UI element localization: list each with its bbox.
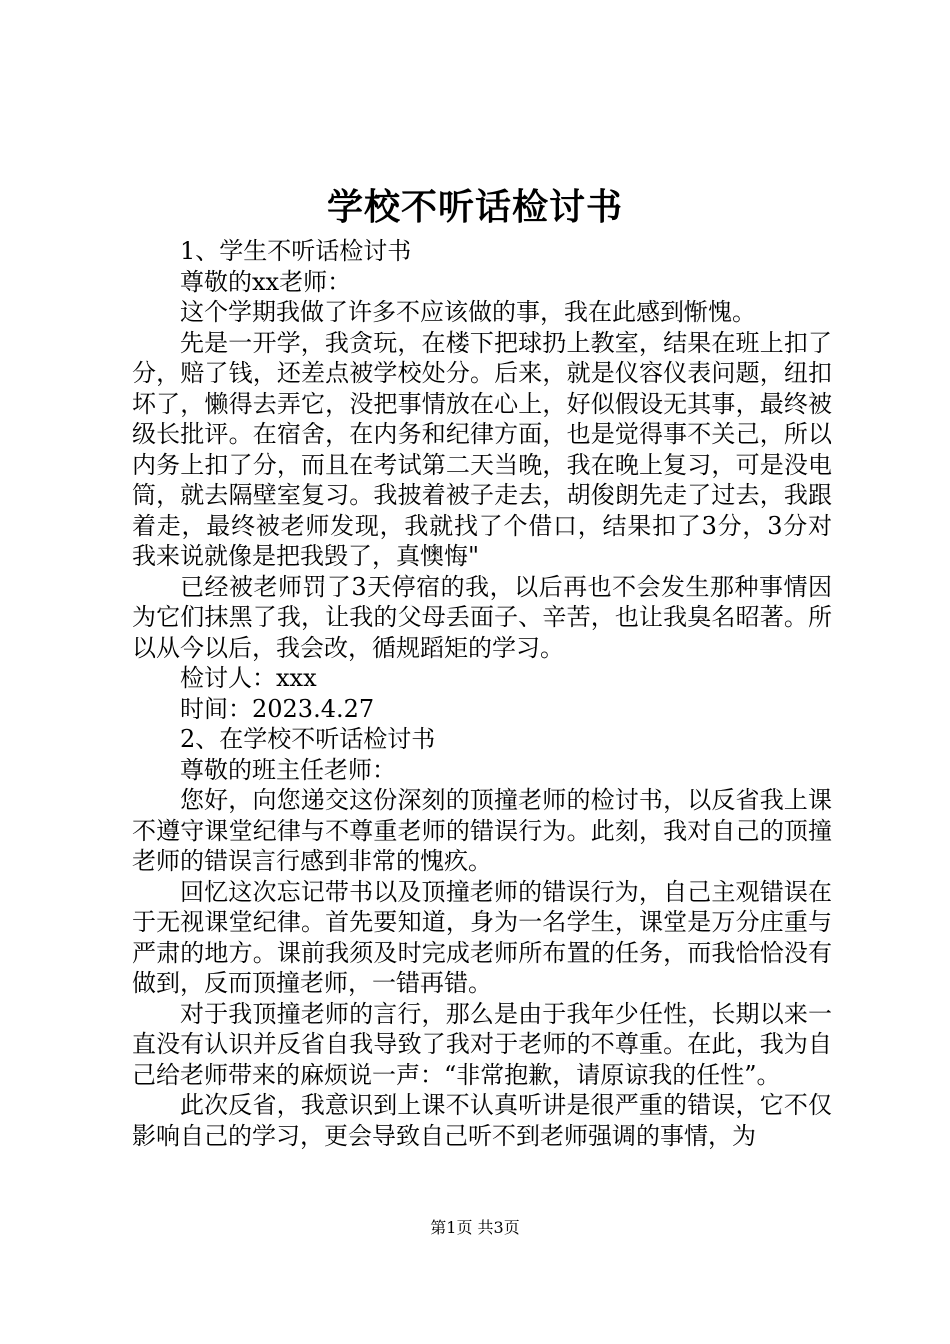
paragraph: 您好，向您递交这份深刻的顶撞老师的检讨书，以反省我上课不遵守课堂纪律与不尊重老师的错误行为。此刻，我对自己的顶撞老师的错误言行感到非常的愧疚。 (132, 786, 832, 875)
paragraph: 先是一开学，我贪玩，在楼下把球扔上教室，结果在班上扣了分，赔了钱，还差点被学校处分。后来，就是仪容仪表问题，纽扣坏了，懒得去弄它，没把事情放在心上，好似假设无其事，最终被级长批评。在宿舍，在内务和纪律方面，也是觉得事不关己，所以内务上扣了分，而且在考试第二天当晚，我在晚上复习，可是没电筒，就去隔壁室复习。我披着被子走去，胡俊朗先走了过去，我跟着走，最终被老师发现，我就找了个借口，结果扣了3分，3分对我来说就像是把我毁了，真懊悔" (132, 328, 832, 570)
page-footer: 第1页 共3页 (430, 1218, 520, 1237)
paragraph: 对于我顶撞老师的言行，那么是由于我年少任性，长期以来一直没有认识并反省自我导致了我对于老师的不尊重。在此，我为自己给老师带来的麻烦说一声：“非常抱歉，请原谅我的任性”。 (132, 999, 832, 1089)
document-body (132, 236, 832, 1151)
paragraph: 此次反省，我意识到上课不认真听讲是很严重的错误，它不仅影响自己的学习，更会导致自己听不到老师强调的事情，为 (132, 1091, 832, 1150)
paragraph: 尊敬的xx老师： (180, 267, 352, 296)
document-title: 学校不听话检讨书 (326, 186, 623, 228)
paragraph: 已经被老师罚了3天停宿的我，以后再也不会发生那种事情因为它们抹黑了我，让我的父母丢面子、辛苦，也让我臭名昭著。所以从今以后，我会改，循规蹈矩的学习。 (132, 572, 832, 662)
paragraph: 尊敬的班主任老师： (180, 755, 396, 784)
paragraph: 时间：2023.4.27 (180, 694, 375, 723)
paragraph: 2、在学校不听话检讨书 (180, 725, 436, 753)
paragraph: 这个学期我做了许多不应该做的事，我在此感到惭愧。 (180, 298, 756, 326)
paragraph: 1、学生不听话检讨书 (180, 237, 412, 265)
paragraph: 回忆这次忘记带书以及顶撞老师的错误行为，自己主观错误在于无视课堂纪律。首先要知道，身为一名学生，课堂是万分庄重与严肃的地方。课前我须及时完成老师所布置的任务，而我恰恰没有做到，反而顶撞老师，一错再错。 (132, 877, 832, 997)
paragraph: 检讨人：xxx (180, 664, 317, 692)
